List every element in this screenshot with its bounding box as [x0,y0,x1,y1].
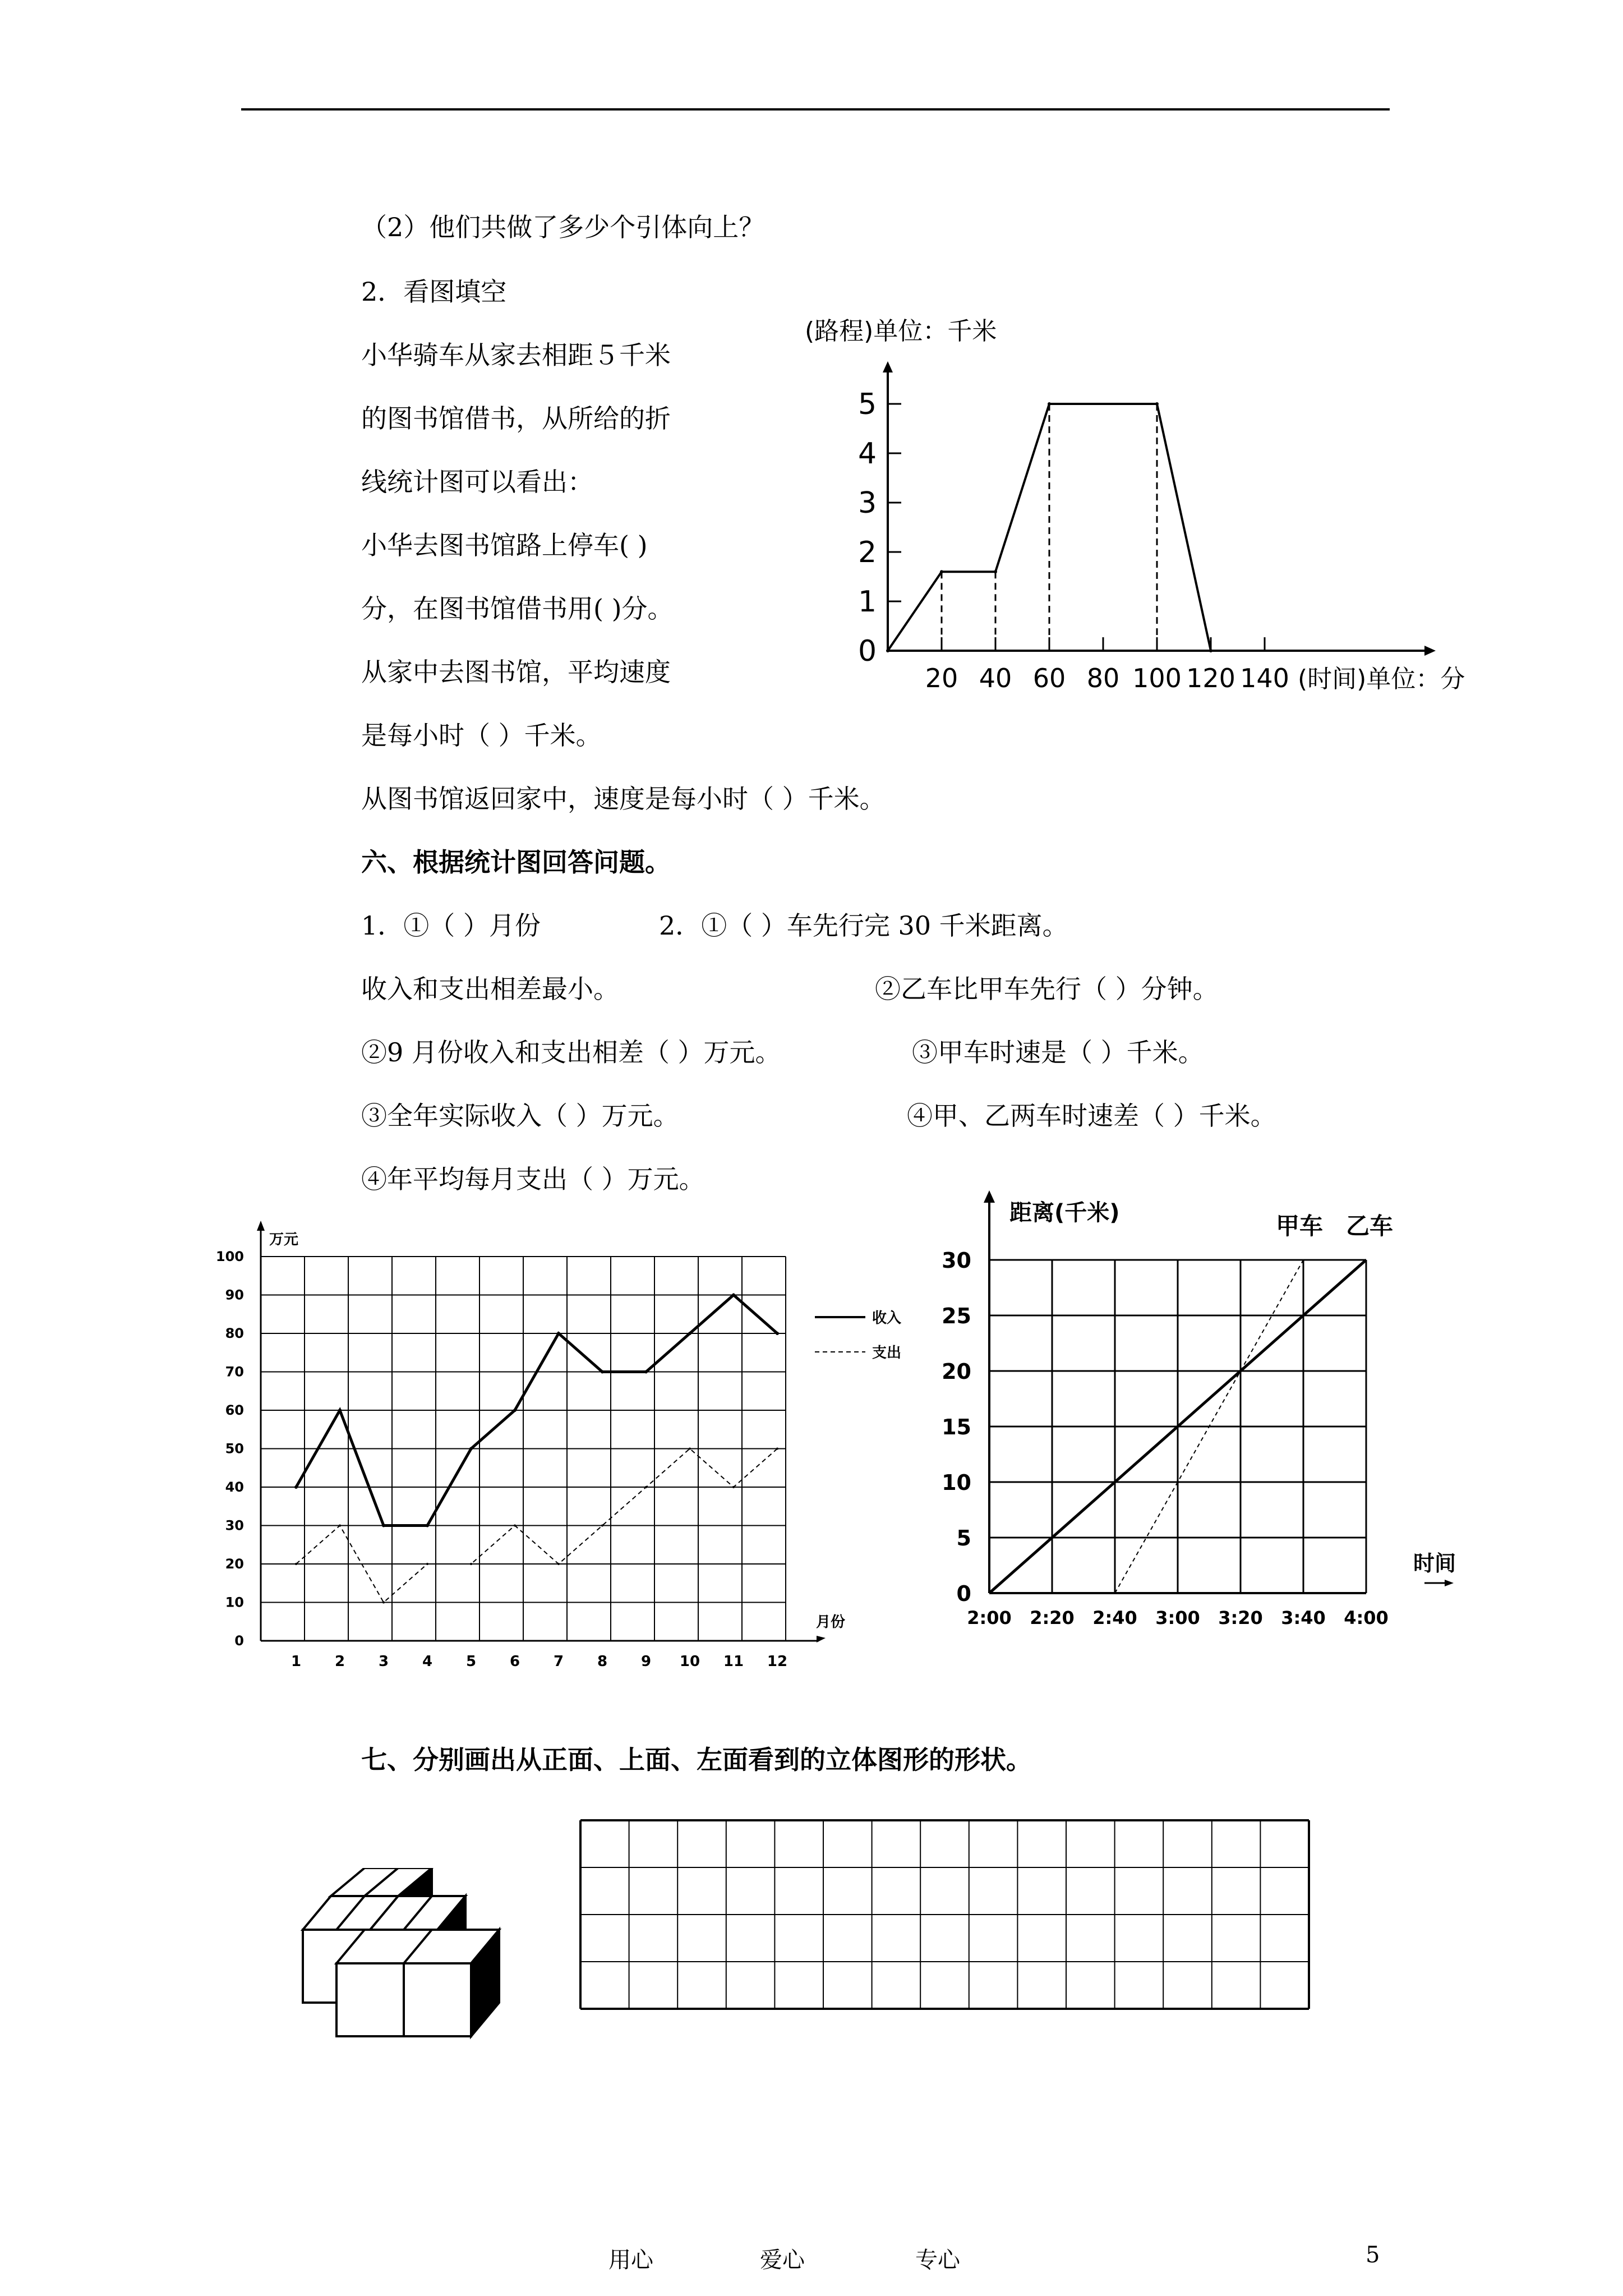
text-line: 线统计图可以看出： [361,467,593,497]
chart3-y-tick-label: 15 [942,1415,971,1439]
chart2-x-tick-label: 2 [334,1653,345,1670]
chart2-x-arrow [817,1636,826,1642]
car-jia-label: 甲车 [1276,1212,1324,1240]
expense-point [382,1602,385,1604]
chart1-data-point [1155,402,1159,406]
question-line: （2）他们共做了多少个引体向上？ [361,212,765,242]
chart3-x-tick-label: 2:00 [967,1607,1012,1628]
question-line: ③全年实际收入（ ）万元。 [361,1101,679,1131]
question-heading: 2．看图填空 [361,277,507,307]
chart3-y-tick-label: 0 [956,1581,971,1606]
legend-income-label: 收入 [872,1310,902,1327]
income-point [644,1370,648,1374]
footer-text: 爱心 [760,2247,805,2273]
drawing-grid[interactable] [578,1818,1312,2019]
text-line: 小华去图书馆路上停车( ) [361,530,648,560]
chart1-data-point [1209,649,1212,652]
chart2-x-unit: 月份 [816,1614,846,1631]
section-heading: 六、根据统计图回答问题。 [361,847,671,877]
income-point [601,1370,604,1374]
chart1-data-point [994,570,997,573]
footer-text: 专心 [915,2247,960,2273]
chart2-y-tick-label: 40 [225,1479,244,1495]
chart2-y-unit: 万元 [269,1231,299,1248]
section-heading: 七、分别画出从正面、上面、左面看到的立体图形的形状。 [361,1745,1032,1775]
chart2-x-tick-label: 12 [767,1653,788,1670]
chart1-x-tick-label: 60 [1032,663,1066,693]
chart1-data-point [886,649,889,652]
chart3-y-tick-label: 5 [956,1526,971,1550]
expense-point [470,1563,472,1565]
chart1-y-tick-label: 0 [858,634,877,668]
question-line: 收入和支出相差最小。 [361,974,619,1004]
chart1-y-tick-label: 5 [858,388,877,421]
chart1-y-tick-label: 3 [858,486,877,520]
chart2-y-tick-label: 100 [215,1249,244,1264]
page-number: 5 [1366,2242,1380,2268]
chart3-x-tick-label: 3:40 [1281,1607,1326,1628]
question-line: ④年平均每月支出（ ）万元。 [361,1164,705,1194]
question-line: 1．①（ ）月份 [361,910,541,941]
expense-point [732,1486,735,1488]
chart2-y-tick-label: 20 [225,1556,244,1572]
chart2-y-tick-label: 10 [225,1594,244,1611]
expense-point [557,1563,560,1565]
chart1-y-tick-label: 4 [858,437,877,471]
chart1-x-tick-label: 40 [979,663,1012,693]
chart2-x-tick-label: 3 [378,1653,389,1670]
income-expense-chart [208,1206,937,1683]
chart1-x-arrow [1424,646,1436,656]
cube-figure [297,1868,522,2053]
income-point [338,1409,342,1412]
expense-point [514,1525,516,1527]
income-point [469,1447,473,1451]
chart1-data-point [940,570,943,573]
expense-point [645,1486,647,1488]
chart3-y-tick-label: 25 [942,1304,971,1328]
chart2-x-tick-label: 11 [723,1653,744,1670]
text-line: 小华骑车从家去相距５千米 [361,340,671,370]
chart2-y-arrow [257,1221,265,1231]
question-line: 2．①（ ）车先行完 30 千米距离。 [659,910,1068,941]
footer-text: 用心 [608,2247,653,2273]
chart3-x-tick-label: 3:00 [1155,1607,1200,1628]
chart2-x-tick-label: 1 [291,1653,302,1670]
chart3-y-tick-label: 30 [942,1248,971,1273]
question-line: ②乙车比甲车先行（ ）分钟。 [875,974,1219,1004]
chart1-x-tick-label: 80 [1086,663,1120,693]
question-line: ③甲车时速是（ ）千米。 [912,1037,1204,1068]
chart2-y-tick-label: 0 [234,1633,244,1649]
chart1-data-point [1048,402,1051,406]
chart3-x-tick-label: 3:20 [1218,1607,1263,1628]
chart2-y-tick-label: 80 [225,1326,244,1341]
chart2-y-tick-label: 60 [225,1402,244,1418]
chart3-y-arrow [984,1190,995,1203]
text-line: 从家中去图书馆，平均速度 [361,657,671,687]
chart1-x-label: (时间)单位：分 [1298,665,1465,693]
chart3-x-label: 时间 [1413,1551,1456,1576]
income-point [557,1332,560,1335]
income-point [382,1524,385,1527]
chart3-x-arrow [1445,1580,1454,1586]
chart2-x-tick-label: 7 [553,1653,564,1670]
chart2-y-tick-label: 70 [225,1364,244,1380]
chart2-x-tick-label: 9 [640,1653,652,1670]
distance-time-chart [796,303,1514,707]
chart1-y-tick-label: 2 [858,536,877,569]
chart3-x-tick-label: 2:40 [1092,1607,1137,1628]
income-point [513,1409,517,1412]
income-point [688,1332,691,1335]
expense-point [776,1448,778,1450]
header-rule [241,108,1390,111]
question-line: ④甲、乙两车时速差（ ）千米。 [907,1101,1276,1131]
question-line: ②9 月份收入和支出相差（ ）万元。 [361,1037,781,1068]
chart3-y-tick-label: 10 [942,1470,971,1495]
chart2-x-tick-label: 6 [509,1653,520,1670]
expense-point [601,1525,603,1527]
chart2-y-tick-label: 50 [225,1441,244,1457]
income-point [294,1485,298,1489]
expense-point [689,1448,691,1450]
chart1-y-tick-label: 1 [858,585,877,619]
chart2-y-tick-label: 30 [225,1517,244,1534]
chart1-x-tick-label: 20 [925,663,958,693]
chart1-y-arrow [883,361,893,372]
cube-front-face [404,1963,471,2036]
cube-front-face [336,1963,404,2036]
chart2-y-tick-label: 90 [225,1287,244,1303]
text-line: 从图书馆返回家中，速度是每小时（ ）千米。 [361,784,886,814]
text-line: 分，在图书馆借书用( )分。 [361,593,674,624]
chart1-x-tick-label: 120 [1186,663,1235,693]
income-point [426,1524,429,1527]
chart2-x-tick-label: 4 [422,1653,433,1670]
chart2-x-tick-label: 10 [679,1653,700,1670]
chart3-y-tick-label: 20 [942,1359,971,1384]
car-distance-chart [931,1178,1497,1655]
expense-point [339,1525,341,1527]
expense-point [426,1563,428,1565]
chart1-y-label: (路程)单位：千米 [805,317,997,346]
income-point [732,1294,735,1297]
chart2-x-tick-label: 8 [597,1653,608,1670]
chart1-x-tick-label: 100 [1132,663,1182,693]
income-point [776,1332,779,1335]
chart2-x-tick-label: 5 [465,1653,477,1670]
text-line: 的图书馆借书，从所给的折 [361,403,671,434]
legend-expense-label: 支出 [872,1345,902,1361]
expense-point [295,1563,297,1565]
text-line: 是每小时（ ）千米。 [361,720,602,751]
car-yi-label: 乙车 [1346,1212,1394,1240]
chart3-y-label: 距离(千米) [1009,1200,1120,1226]
chart3-x-tick-label: 2:20 [1030,1607,1075,1628]
chart1-x-tick-label: 140 [1240,663,1289,693]
chart3-x-tick-label: 4:00 [1344,1607,1389,1628]
